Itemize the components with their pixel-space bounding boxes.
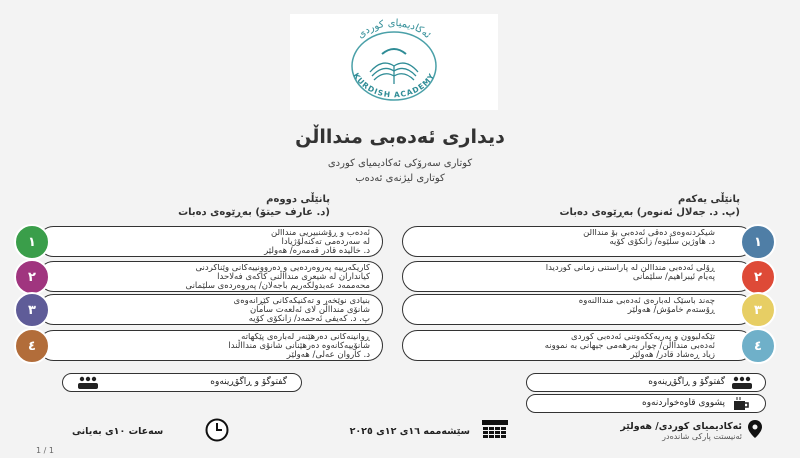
item-line: بنیادی نوێخەر و تەکنیکەکانی گێڕانەوەی — [233, 297, 370, 306]
footer-location: ئەکادیمیای کوردی/ هەولێر — [620, 421, 742, 432]
number-badge-1: ١ — [740, 224, 776, 260]
left-panel-item-4 — [38, 330, 383, 361]
coffee-cup-icon — [733, 397, 751, 411]
calendar-icon — [482, 420, 508, 440]
logo-bottom-text: KURDISH ACADEMY — [351, 71, 437, 100]
item-line: چەند باسێک لەبارەی ئەدەبی مندااڵنەوە — [578, 297, 715, 306]
item-line: تێکەڵبوون و بەریەککەوتنی ئەدەبی کوردی — [571, 333, 715, 342]
kurdish-academy-logo — [290, 14, 498, 110]
discussion-pill-right — [526, 373, 766, 392]
left-panel-item-2 — [38, 261, 383, 292]
item-line: زیاد ڕەشاد قادر/ هەولێر — [630, 350, 715, 360]
left-panel-item-3 — [38, 294, 383, 325]
right-panel-item-2 — [402, 261, 754, 292]
page-number: 1 / 1 — [36, 446, 54, 455]
logo-arc-text: ئەکادیمیای کوردی — [355, 17, 433, 41]
breakfast-label: پشووی قاوەخواردنەوە — [642, 398, 725, 408]
item-line: ئەدەبی مندااڵن/ چوار بەرهەمی جیهانی بە نموونە — [544, 341, 715, 351]
left-panel-moderator: (د. عارف حیتۆ) بەڕێوەی دەبات — [178, 207, 330, 218]
footer-time: سەعات ١٠ی بەیانی — [72, 426, 164, 437]
item-line: ئەدەب و ڕۆشنبیریی مندااڵن — [271, 229, 370, 238]
discussion-pill-left — [62, 373, 302, 392]
item-line: کیانداران لە شیعری مندااڵنی کاکەی فەلاحدا — [217, 272, 370, 282]
subtitle-academy-speech: کوتاری سەرۆکی ئەکادیمیای کوردی — [327, 158, 473, 169]
right-panel-item-4 — [402, 330, 754, 361]
audience-icon — [731, 376, 753, 390]
item-line: ڕۆڵی ئەدەبی مندااڵن لە پاراستنی زمانی کوردیدا — [545, 264, 715, 273]
page-title: دیداری ئەدەبی مندااڵن — [295, 126, 505, 148]
breakfast-pill — [526, 394, 766, 413]
footer-location-sub: ئەنیستت پارکی شاندەدر — [662, 432, 742, 441]
number-badge-4: ٤ — [14, 328, 50, 364]
left-panel-heading: پانێڵی دووەم — [266, 194, 330, 205]
subtitle-committee-speech: کوتاری لیژنەی ئەدەب — [355, 173, 445, 184]
item-line: شانۆی مندااڵن لای ئەلعەت سامان — [249, 305, 370, 315]
number-badge-3: ٣ — [14, 292, 50, 328]
number-badge-2: ٢ — [14, 259, 50, 295]
discussion-label: گفتوگۆ و ڕاگۆڕینەوە — [648, 377, 725, 387]
book-icon — [370, 49, 418, 84]
footer-date: سێشەممە ١٦ی ١٢ی ٢٠٢٥ — [349, 426, 470, 437]
right-panel-heading: پانێڵی یەکەم — [677, 194, 740, 205]
item-line: محەممەد عەبدولکەریم باجەلان/ پەروەردەی سلێمانی — [185, 281, 370, 291]
number-badge-2: ٢ — [740, 259, 776, 295]
item-line: ڕوانینەکانی دەرهێنەر لەبارەی پێکهاتە — [241, 333, 370, 342]
item-line: د. هاوژین سڵێوە/ زانکۆی کۆیە — [609, 237, 715, 247]
item-line: شیکردنەوەی دەقی ئەدەبی بۆ مندااڵن — [583, 229, 715, 238]
clock-icon — [205, 418, 229, 442]
item-line: ڕۆستەم خامۆش/ هەولێر — [627, 305, 715, 315]
item-line: شانۆییەکانەوە دەرهێنانی شانۆی مندااڵندا — [228, 341, 370, 351]
item-line: کاریگەرییە پەروەردەیی و دەروونییەکانی وێناکردنی — [195, 264, 370, 273]
number-badge-4: ٤ — [740, 328, 776, 364]
svg-text:ئەکادیمیای کوردی — [355, 18, 432, 41]
right-panel-moderator: (پ. د. جەلال ئەنوەر) بەڕێوەی دەبات — [559, 207, 740, 218]
logo-emblem — [290, 14, 498, 110]
right-panel-item-3 — [402, 294, 754, 325]
left-panel-item-1 — [38, 226, 383, 257]
item-line: د. کاروان عەلی/ هەولێر — [286, 350, 370, 360]
item-line: پ. د. کەیفی ئەحمەد/ زانکۆی کۆیە — [248, 314, 370, 324]
left-panel-header — [40, 193, 330, 219]
right-panel-item-1 — [402, 226, 754, 257]
number-badge-3: ٣ — [740, 292, 776, 328]
right-panel-header — [425, 193, 740, 219]
location-pin-icon — [748, 420, 762, 438]
item-line: لە سەردەمی تەکنەلۆژیادا — [281, 237, 370, 247]
item-line: د. خالیدە قادر قەمەرە/ هەولێر — [264, 246, 370, 256]
item-line: پەیام ئیبراهیم/ سلێمانی — [632, 272, 715, 282]
discussion-label: گفتوگۆ و ڕاگۆڕینەوە — [210, 377, 287, 387]
number-badge-1: ١ — [14, 224, 50, 260]
audience-icon — [77, 376, 99, 390]
